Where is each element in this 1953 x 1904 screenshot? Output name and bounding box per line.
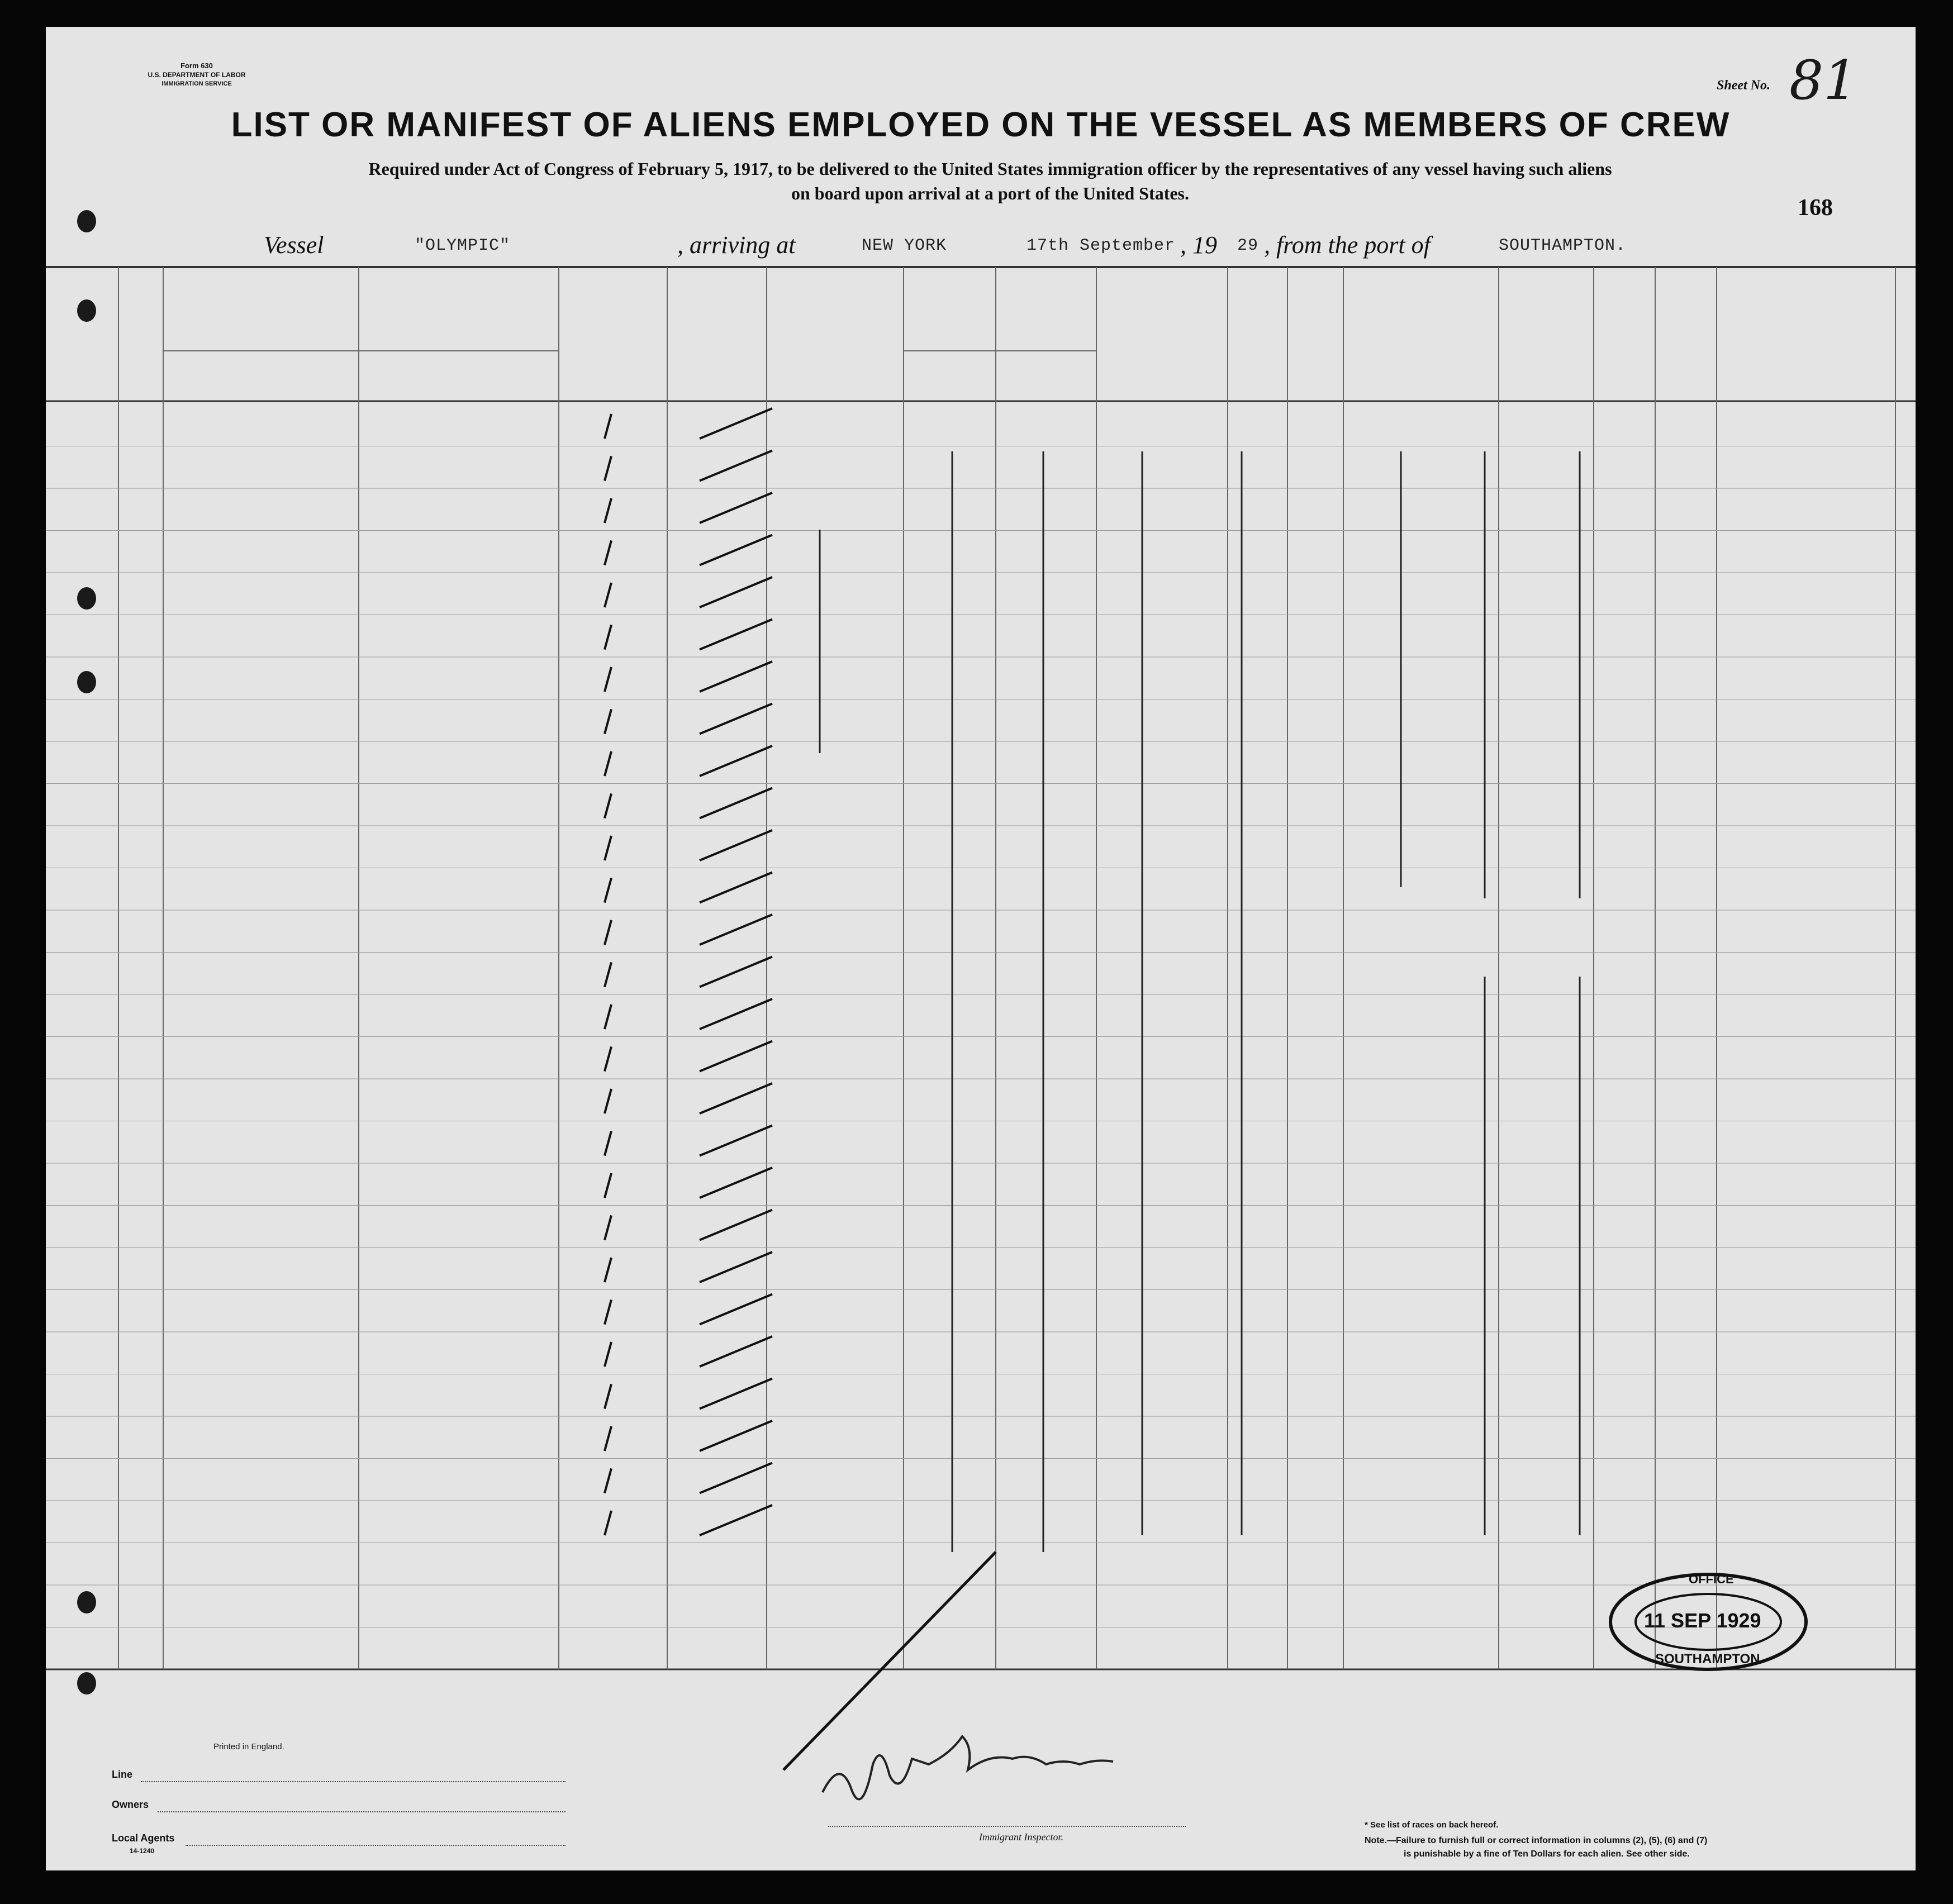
signature — [823, 1736, 1113, 1800]
binder-hole — [77, 299, 96, 322]
penalty-note-2: is punishable by a fine of Ten Dollars for each alien. See other side. — [1404, 1849, 1690, 1859]
department-label: U.S. DEPARTMENT OF LABOR — [148, 71, 246, 79]
arrival-date: 17th September — [1027, 236, 1176, 255]
handwritten-strokes — [46, 27, 1916, 1870]
sheet-label: Sheet No. — [1717, 78, 1770, 93]
race-note: * See list of races on back hereof. — [1365, 1820, 1499, 1830]
vessel-label: Vessel — [264, 231, 324, 259]
binder-hole — [77, 1591, 96, 1613]
form-code: 14-1240 — [130, 1847, 155, 1855]
vessel-name: "OLYMPIC" — [415, 236, 511, 255]
year-prefix: , 19 — [1180, 231, 1217, 259]
subtitle-line-2: on board upon arrival at a port of the United States. — [791, 183, 1189, 203]
stamp-date: 11 SEP 1929 — [1644, 1609, 1761, 1632]
agents-label: Local Agents — [112, 1832, 175, 1844]
penalty-note-1: Note.—Failure to furnish full or correct information in columns (2), (5), (6) and (7) — [1365, 1836, 1708, 1845]
stamp-bottom: SOUTHAMPTON — [1655, 1651, 1760, 1667]
signature-label: Immigrant Inspector. — [979, 1831, 1063, 1843]
binder-hole — [77, 587, 96, 610]
line-field — [141, 1781, 566, 1782]
arrival-year: 29 — [1237, 236, 1259, 255]
page-title: LIST OR MANIFEST OF ALIENS EMPLOYED ON THE VESSEL AS MEMBERS OF CREW — [231, 106, 1731, 144]
departure-port: SOUTHAMPTON. — [1499, 236, 1627, 255]
binder-hole — [77, 671, 96, 693]
subtitle-line-1: Required under Act of Congress of February 5, 1917, to be delivered to the United States immigration officer by the representatives of any vessel having such aliens — [368, 159, 1612, 179]
service-label: IMMIGRATION SERVICE — [161, 80, 232, 87]
line-label: Line — [112, 1769, 133, 1780]
printed-in: Printed in England. — [213, 1742, 284, 1751]
stamp-top: OFFICE — [1689, 1572, 1734, 1586]
owners-field — [158, 1811, 566, 1812]
binder-hole — [77, 1672, 96, 1694]
from-label: , from the port of — [1264, 231, 1431, 259]
sheet-number: 81 — [1789, 49, 1858, 112]
arriving-label: , arriving at — [677, 231, 796, 259]
arrival-port: NEW YORK — [862, 236, 947, 255]
page-number: 168 — [1798, 195, 1833, 221]
owners-label: Owners — [112, 1799, 149, 1810]
manifest-sheet — [46, 27, 1916, 1870]
binder-hole — [77, 210, 96, 232]
signature-line — [828, 1826, 1186, 1827]
agents-field — [186, 1845, 566, 1846]
form-number: Form 630 — [180, 61, 213, 70]
